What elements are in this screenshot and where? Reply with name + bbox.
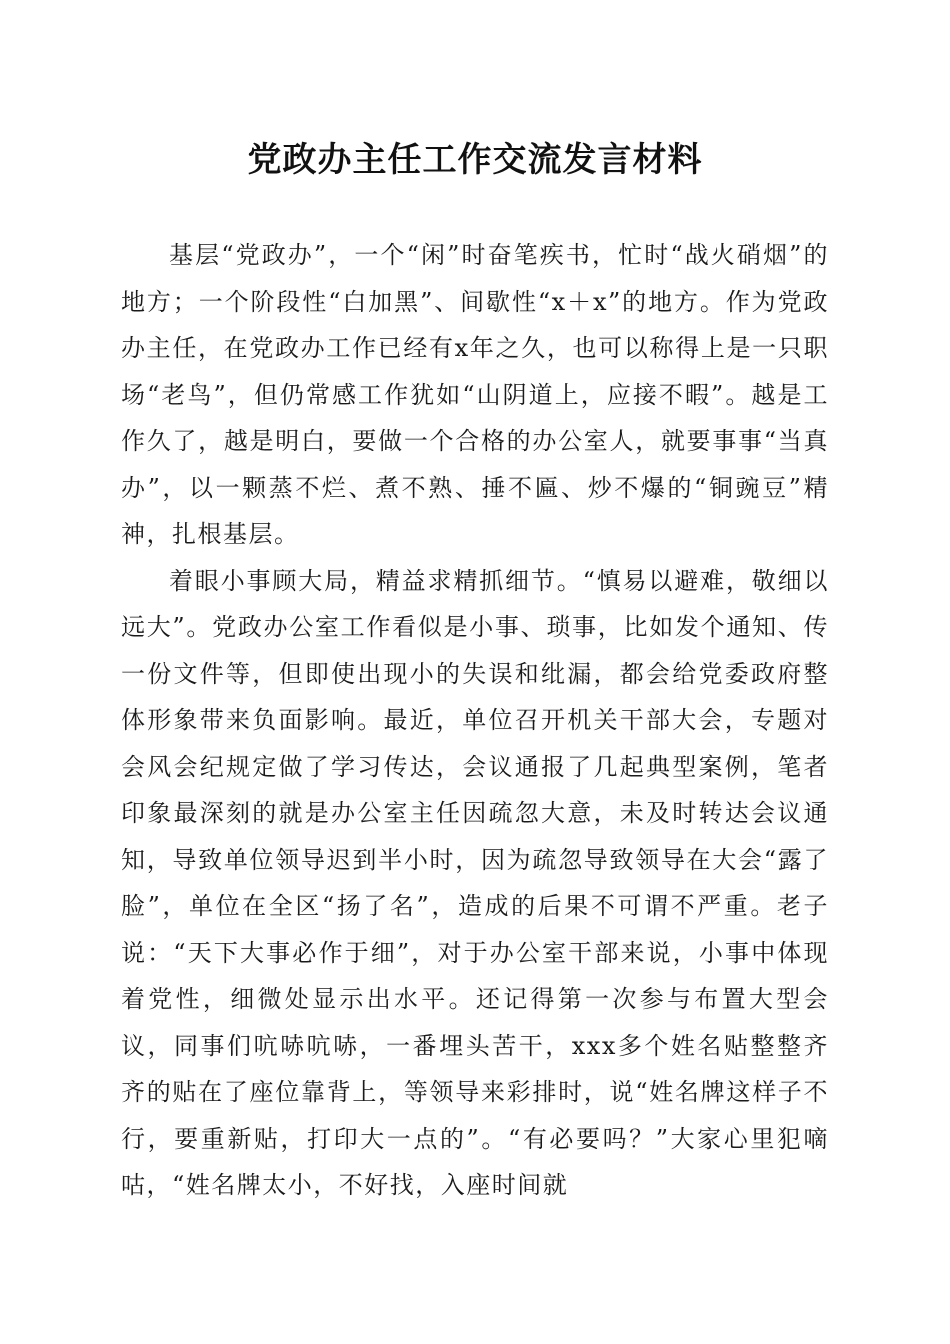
paragraph-2: 着眼小事顾大局，精益求精抓细节。“慎易以避难，敬细以远大”。党政办公室工作看似是小事、琐事，比如发个通知、传一份文件等，但即使出现小的失误和纰漏，都会给党委政府整体形象带来负面影响。最近，单位召开机关干部大会，专题对会风会纪规定做了学习传达，会议通报了几起典型案例，笔者印象最深刻的就是办公室主任因疏忽大意，未及时转达会议通知，导致单位领导迟到半小时，因为疏忽导致领导在大会“露了脸”，单位在全区“扬了名”，造成的后果不可谓不严重。老子说：“天下大事必作于细”，对于办公室干部来说，小事中体现着党性，细微处显示出水平。还记得第一次参与布置大型会议，同事们吭哧吭哧，一番埋头苦干，xxx多个姓名贴整整齐齐的贴在了座位靠背上，等领导来彩排时，说“姓名牌这样子不行，要重新贴，打印大一点的”。“有必要吗？”大家心里犯嘀咕，“姓名牌太小，不好找，入座时间就: [121, 566, 829, 1199]
document-title: 党政办主任工作交流发言材料: [247, 140, 703, 180]
paragraph-1: 基层“党政办”，一个“闲”时奋笔疾书，忙时“战火硝烟”的地方；一个阶段性“白加黑”、间歇性“x＋x”的地方。作为党政办主任，在党政办工作已经有x年之久，也可以称得上是一只职场“老鸟”，但仍常感工作犹如“山阴道上，应接不暇”。越是工作久了，越是明白，要做一个合格的办公室人，就要事事“当真办”，以一颗蒸不烂、煮不熟、捶不匾、炒不爆的“铜豌豆”精神，扎根基层。: [121, 241, 829, 548]
document-body: [121, 232, 829, 1209]
